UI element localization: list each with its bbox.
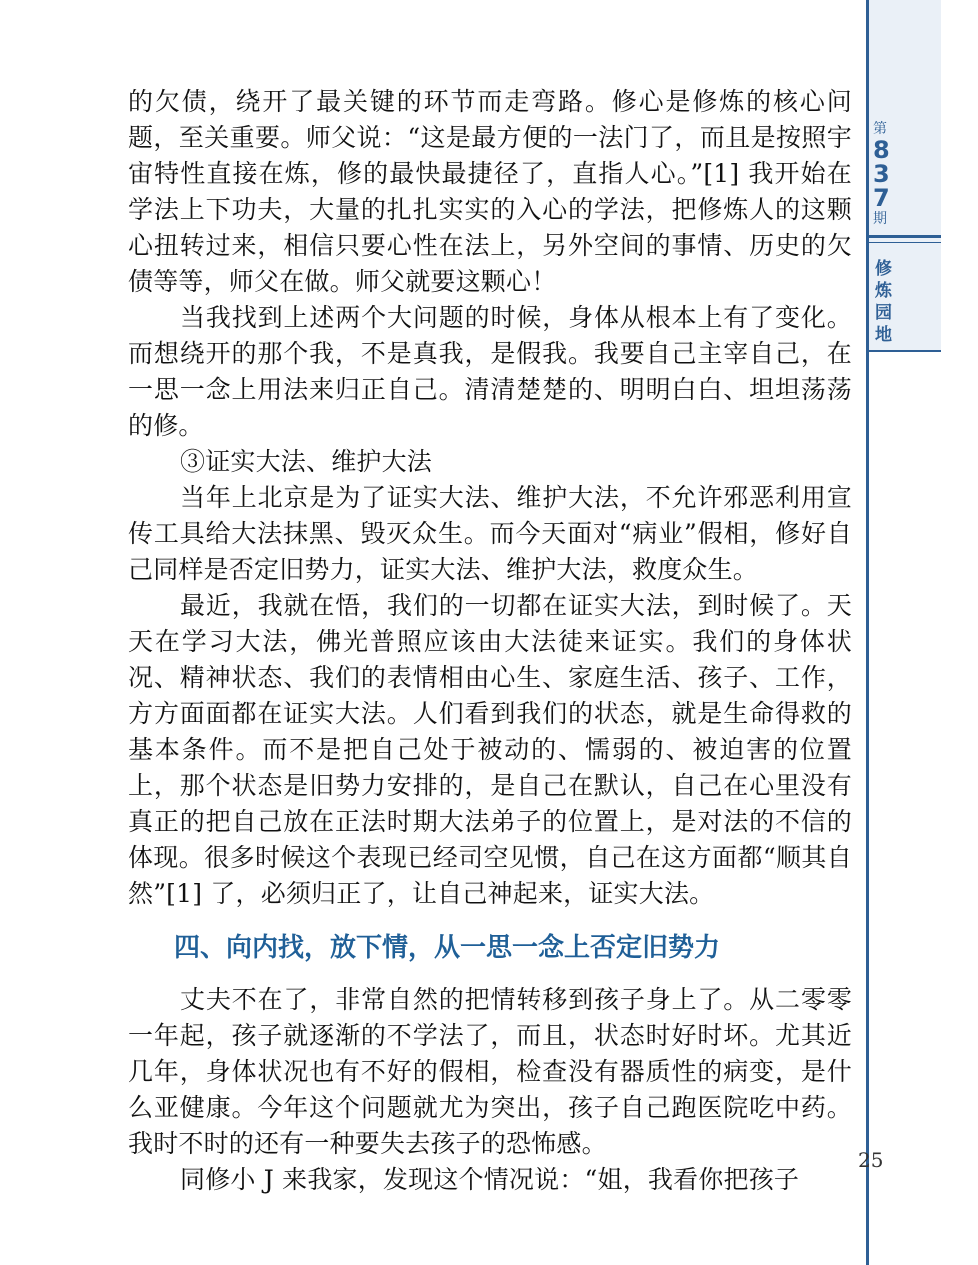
sidebar-divider [869, 235, 941, 243]
column-title-char: 园 [875, 303, 892, 323]
section-heading: 四、向内找，放下情，从一思一念上否定旧势力 [174, 933, 721, 963]
body-paragraph: 最近，我就在悟，我们的一切都在证实大法，到时候了。天天在学习大法，佛光普照应该由大法徒来证实。我们的身体状况、精神状态、我们的表情相由心生、家庭生活、孩子、工作，方方面面都在证实大法。人们看到我们的状态，就是生命得救的基本条件。而不是把自己处于被动的、懦弱的、被迫害的位置上，那个状态是旧势力安排的，是自己在默认，自己在心里没有真正的把自己放在正法时期大法弟子的位置上，是对法的不信的体现。很多时候这个表现已经司空见惯，自己在这方面都“顺其自然”[1] 了，必须归正了，让自己神起来，证实大法。 [128, 591, 852, 908]
body-paragraph: 丈夫不在了，非常自然的把情转移到孩子身上了。从二零零一年起，孩子就逐渐的不学法了，而且，状态时好时坏。尤其近几年，身体状况也有不好的假相，检查没有器质性的病变，是什么亚健康。今年这个问题就尤为突出，孩子自己跑医院吃中药。我时不时的还有一种要失去孩子的恐怖感。 [128, 985, 852, 1158]
article-body [128, 84, 852, 1198]
issue-number-label [869, 120, 941, 228]
issue-digit: 8 [873, 136, 890, 164]
body-paragraph: 的欠债，绕开了最关键的环节而走弯路。修心是修炼的核心问题，至关重要。师父说：“这是最方便的一法门了，而且是按照宇宙特性直接在炼，修的最快最捷径了，直指人心。”[1] 我开始在学法上下功夫，大量的扎扎实实的入心的学法，把修炼人的这颗心扭转过来，相信只要心性在法上，另外空间的事情、历史的欠债等等，师父在做。师父就要这颗心！ [128, 87, 852, 296]
issue-digit: 3 [873, 160, 890, 188]
column-title [869, 258, 947, 346]
sidebar-bottom-divider [869, 350, 941, 352]
issue-suffix: 期 [873, 211, 887, 227]
body-paragraph: ③证实大法、维护大法 [180, 447, 433, 476]
issue-digit: 7 [873, 184, 890, 212]
paragraph-group-after [128, 982, 852, 1198]
body-paragraph: 当年上北京是为了证实大法、维护大法，不允许邪恶利用宣传工具给大法抹黑、毁灭众生。而今天面对“病业”假相，修好自己同样是否定旧势力，证实大法、维护大法，救度众生。 [128, 483, 852, 584]
issue-prefix: 第 [873, 121, 887, 137]
paragraph-group-before [128, 84, 852, 912]
body-paragraph: 当我找到上述两个大问题的时候，身体从根本上有了变化。而想绕开的那个我，不是真我，是假我。我要自己主宰自己，在一思一念上用法来归正自己。清清楚楚的、明明白白、坦坦荡荡的修。 [128, 303, 852, 440]
column-title-char: 修 [875, 259, 892, 279]
column-title-char: 地 [875, 325, 892, 345]
body-paragraph: 同修小 J 来我家，发现这个情况说：“姐，我看你把孩子 [180, 1165, 800, 1194]
page-number: 25 [858, 1148, 884, 1172]
column-title-char: 炼 [875, 281, 892, 301]
